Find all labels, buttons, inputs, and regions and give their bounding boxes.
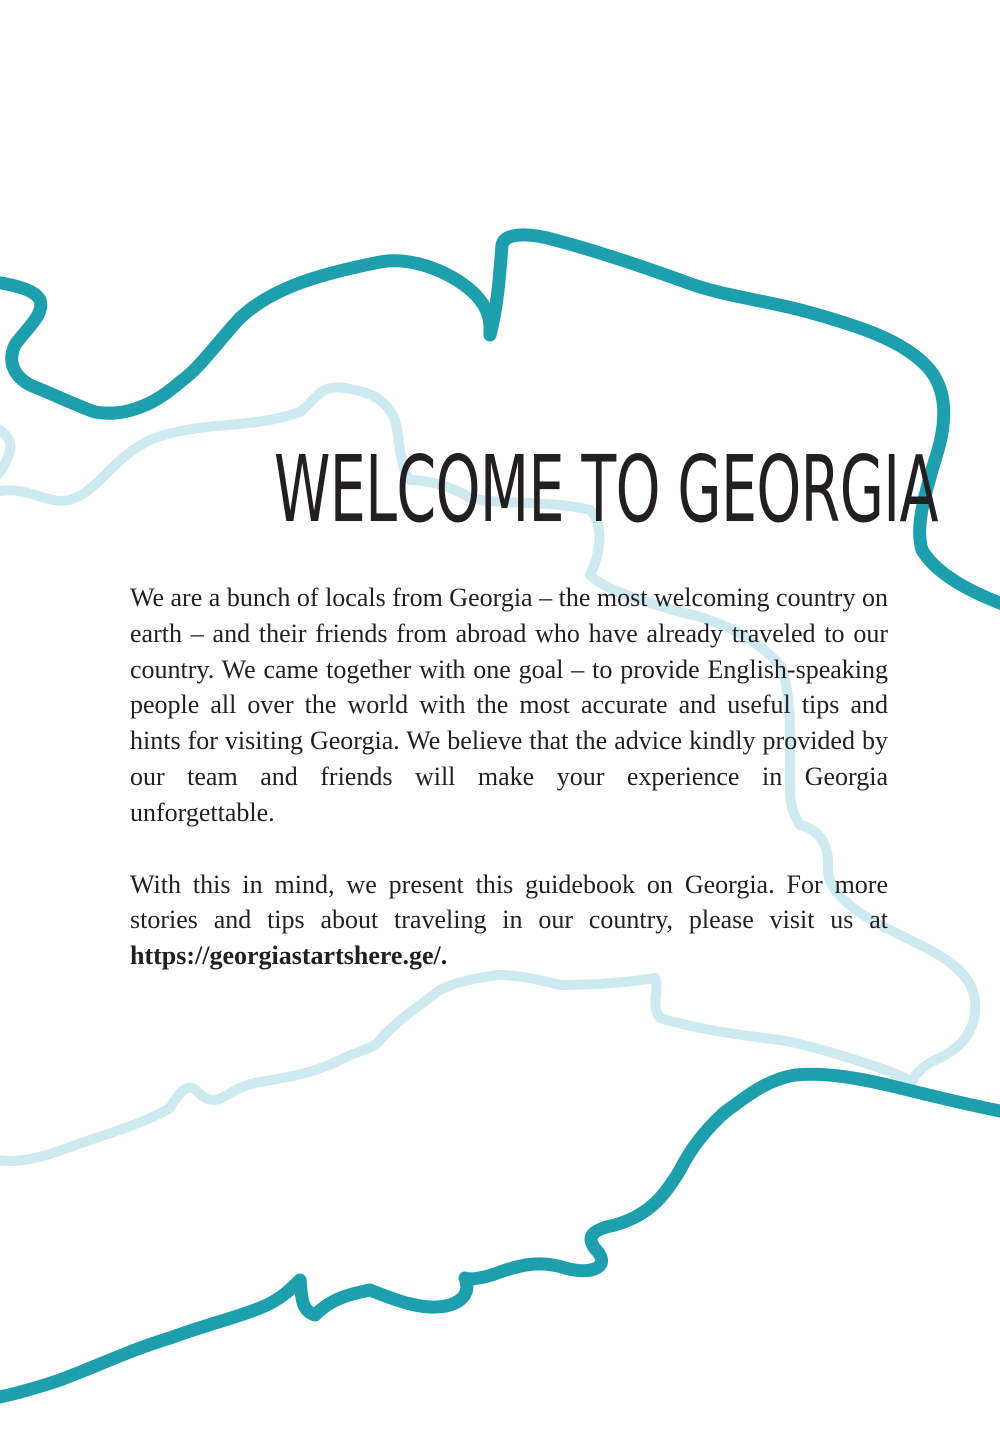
map-border-light-left-stub: [0, 428, 10, 478]
page-title: WELCOME TO GEORGIA: [274, 436, 938, 543]
intro-text-block: [130, 580, 888, 974]
intro-paragraph: We are a bunch of locals from Georgia – the most welcoming country on earth – and their friends from abroad who have already traveled to our country. We came together with one goal – to provide English-speaking people all over the world with the most accurate and useful tips and hints for visiting Georgia. We believe that the advice kindly provided by our team and friends will make your experience in Georgia unforgettable.: [130, 583, 888, 827]
map-border-dark-upper: [0, 235, 1000, 605]
website-link[interactable]: https://georgiastartshere.ge/.: [130, 941, 448, 971]
closing-paragraph-text: With this in mind, we present this guidebook on Georgia. For more stories and tips about traveling in our country, please visit us at: [130, 869, 888, 935]
closing-paragraph: [130, 867, 888, 974]
map-border-light-lower: [0, 975, 912, 1161]
